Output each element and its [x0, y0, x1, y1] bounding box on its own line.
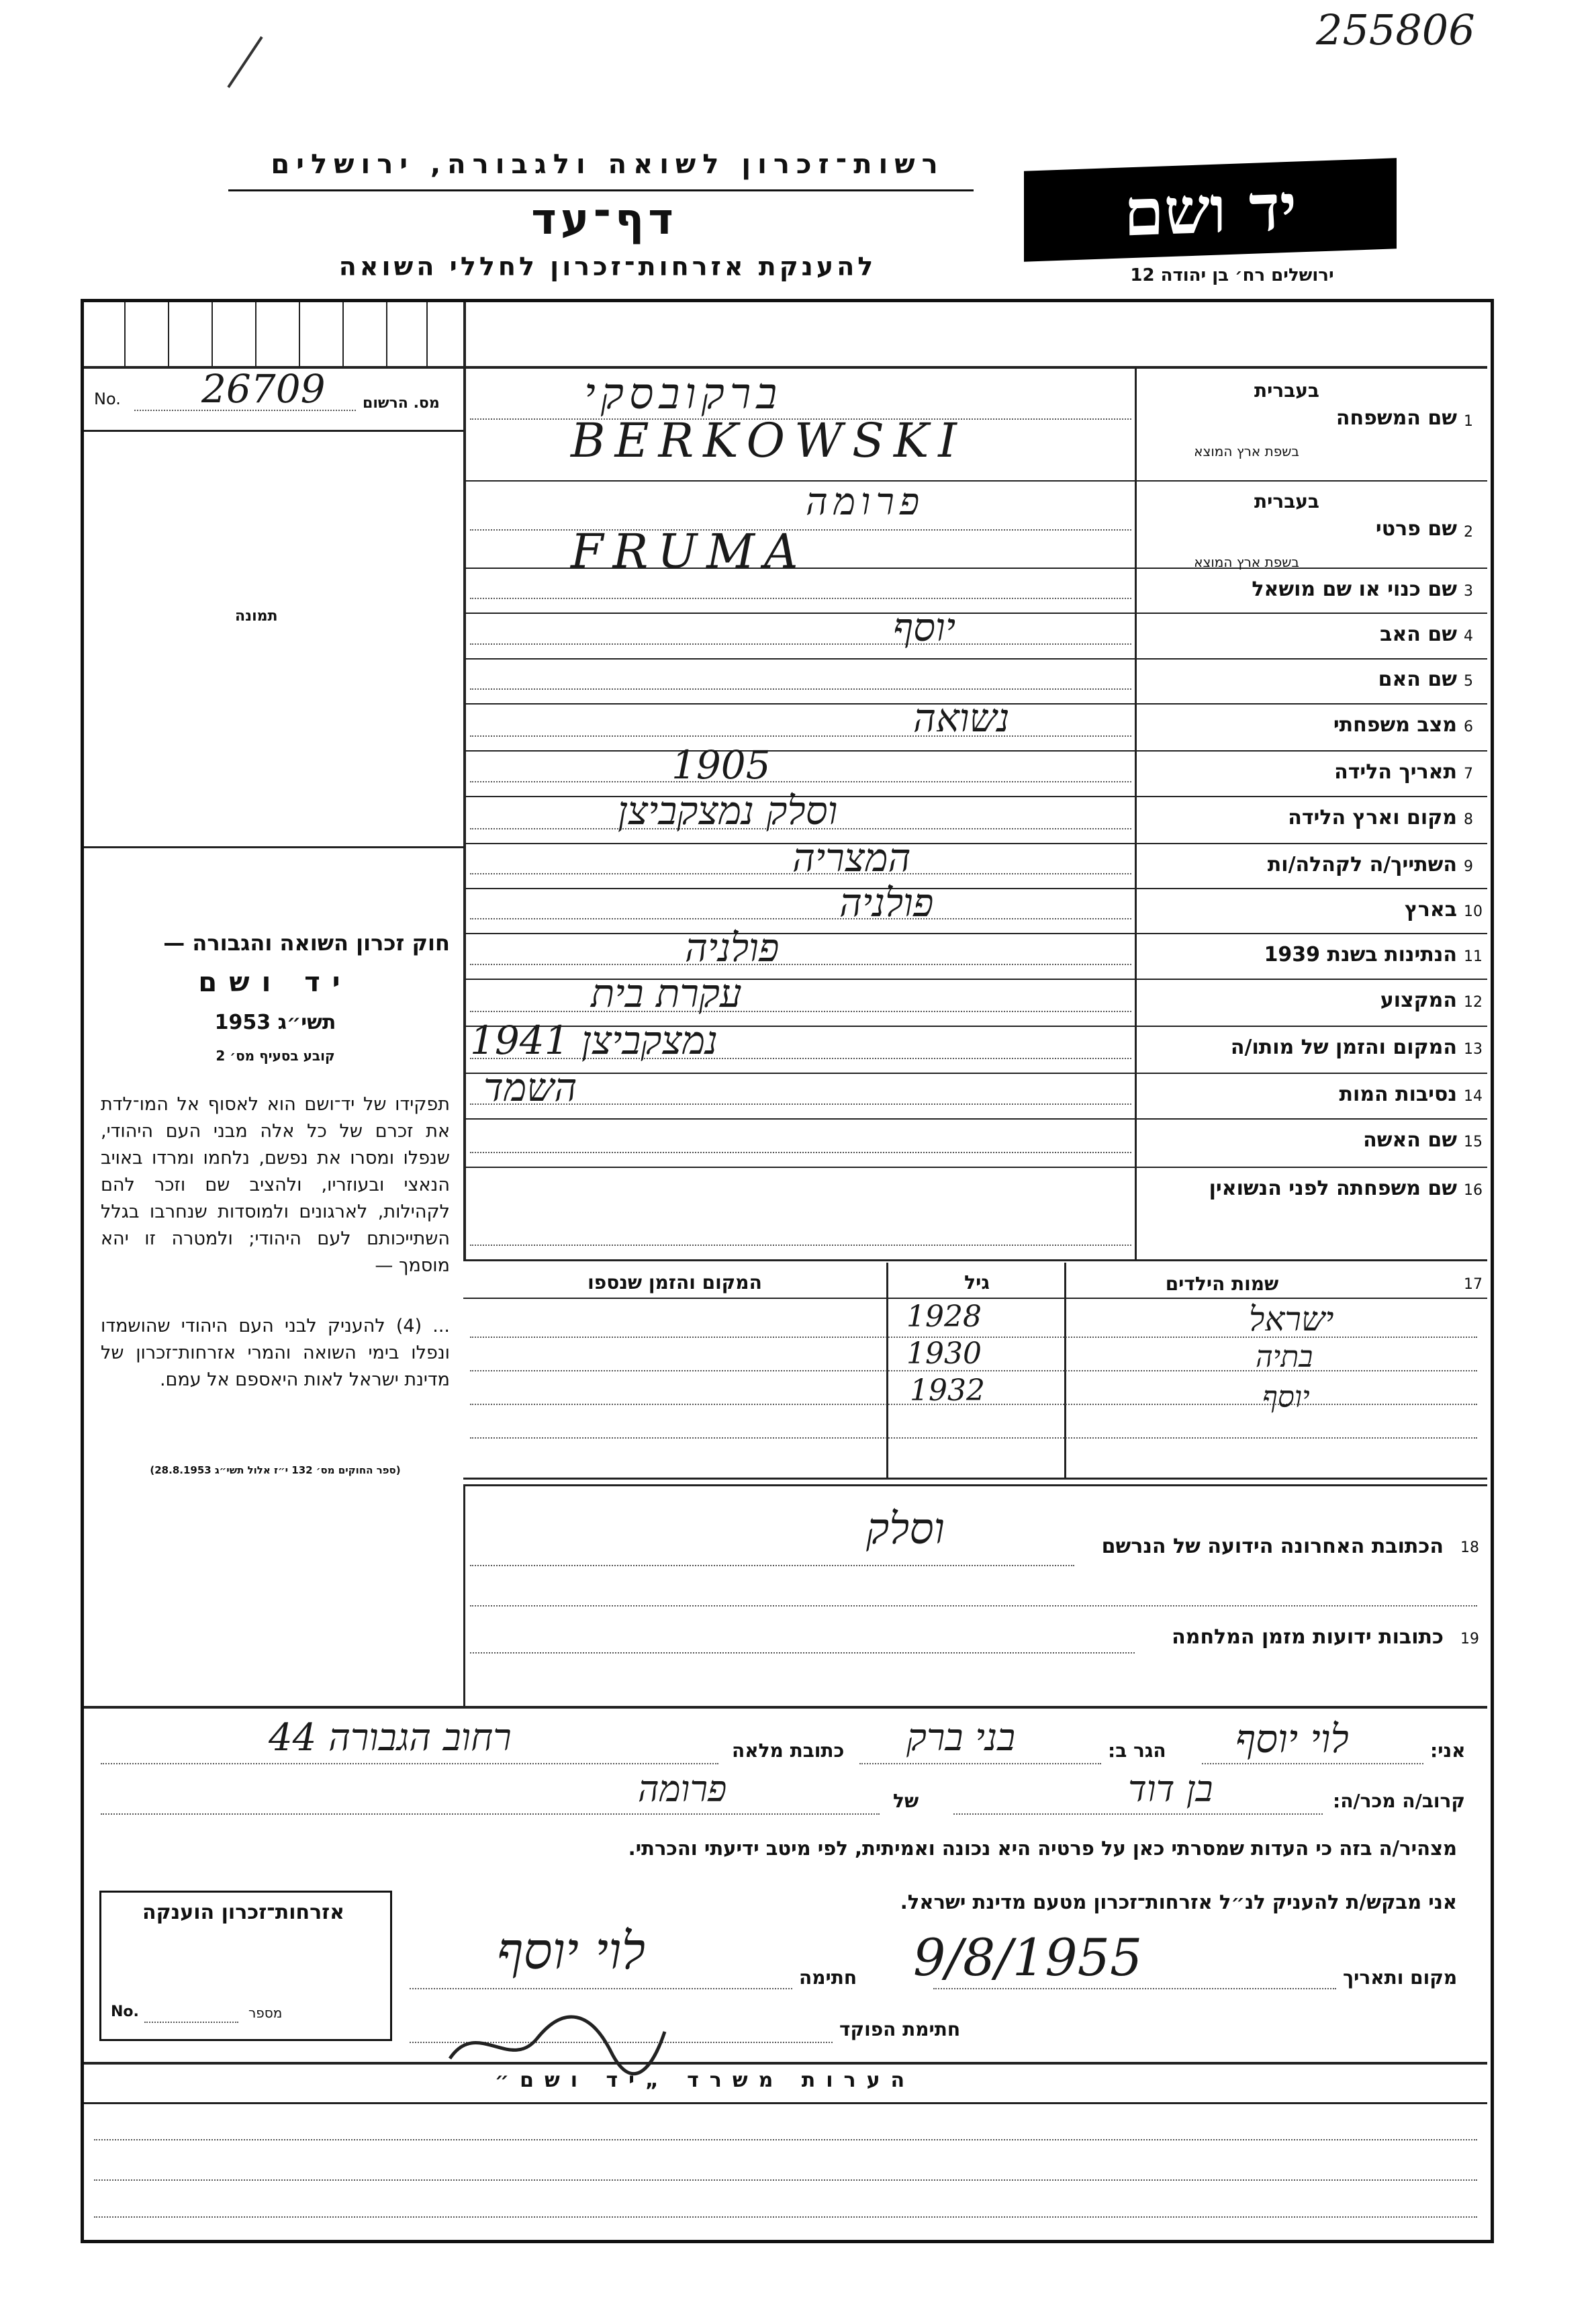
relation-label: קרוב/ה מכר/ה:	[1333, 1790, 1466, 1812]
law-section: קובע בסעיף מס׳ 2	[216, 1048, 335, 1064]
signature-label: חתימה	[799, 1967, 857, 1989]
of-value: פרומה	[638, 1768, 727, 1810]
field-value-4: יוסף	[893, 604, 956, 650]
logo-text: יד ושם	[1123, 169, 1297, 251]
resident-label: הגר ב:	[1108, 1739, 1166, 1762]
field-label-7: תאריך הלידה	[1334, 760, 1457, 784]
field-num-14: 14	[1464, 1088, 1483, 1105]
yad-vashem-logo	[1024, 158, 1397, 261]
logo-address: ירושלים רח׳ בן יהודה 12	[1130, 265, 1334, 285]
children-age-header: גיל	[964, 1271, 990, 1294]
last-address-label: הכתובת האחרונה הידועה של הנרשם	[1101, 1535, 1444, 1558]
field-value-6: נשואה	[913, 695, 1010, 741]
law-heading: חוק זכרון השואה והגבורה —	[163, 930, 450, 956]
field-label-10: בארץ	[1404, 898, 1457, 921]
field-value-11: פולניה	[685, 925, 780, 970]
full-address-label: כתובת מלאה	[732, 1739, 845, 1762]
child-name-1: ישראל	[1249, 1300, 1334, 1339]
declarant-signature: לוי יוסף	[497, 1921, 646, 1981]
last-address-value: וסלק	[866, 1504, 945, 1554]
field-num-10: 10	[1464, 903, 1483, 920]
grant-box-number-label: מספר	[248, 2005, 283, 2021]
field-label-4: שם האב	[1380, 623, 1457, 646]
field-value-12: עקרת בית	[591, 970, 742, 1016]
pen-mark	[222, 27, 275, 94]
field-sub-hebrew-2: בעברית	[1254, 490, 1319, 512]
field-num-1: 1	[1464, 413, 1473, 430]
photo-label: תמונה	[235, 608, 278, 625]
field-label-12: המקצוע	[1380, 989, 1457, 1012]
field-label-16: שם משפחתה לפני הנשואין	[1209, 1177, 1457, 1200]
law-year: תשי״ג 1953	[214, 1011, 336, 1034]
registration-no-label: No.	[94, 390, 121, 408]
field-value-hebrew-2: פרומה	[806, 480, 925, 524]
child-name-2: בתיה	[1256, 1340, 1313, 1374]
field-value-origin-2: FRUMA	[571, 524, 808, 579]
grant-box-title: אזרחות־זכרון הוענקה	[142, 1901, 345, 1924]
field-num-12: 12	[1464, 994, 1483, 1011]
field-label-8: מקום וארץ הלידה	[1288, 806, 1457, 829]
children-num: 17	[1464, 1276, 1483, 1293]
field-num-15: 15	[1464, 1134, 1483, 1150]
field-num-6: 6	[1464, 719, 1473, 735]
form-title: דף־עד	[531, 195, 677, 244]
field-label-9: השתייך/ה לקהלה/ות	[1267, 853, 1457, 876]
child-age-3: 1932	[910, 1373, 985, 1408]
field-sub-hebrew-1: בעברית	[1254, 379, 1319, 402]
declarant-name: לוי יוסף	[1235, 1716, 1349, 1762]
request-text: אני מבקש/ת להעניק לנ״ל אזרחות־זכרון מטעם מדינת ישראל.	[900, 1891, 1457, 1913]
children-place-header: המקום והזמן שנספו	[588, 1271, 762, 1294]
place-date-value: 9/8/1955	[913, 1928, 1143, 1987]
field-value-13: נמצקביצן 1941	[470, 1018, 718, 1063]
child-name-3: יוסף	[1262, 1380, 1310, 1414]
field-label-6: מצב משפחתי	[1333, 713, 1457, 737]
full-address-value: רחוב הגבורה 44	[269, 1716, 512, 1760]
resident-value: בני ברק	[906, 1716, 1016, 1760]
field-num-4: 4	[1464, 628, 1473, 645]
field-num-11: 11	[1464, 948, 1483, 965]
archive-number: 255806	[1316, 5, 1475, 54]
declaration-text: מצהיר/ה בזה כי העדות שמסרתי כאן על פרטיה היא נכונה ואמיתית, לפי מיטב ידיעתי והכרתי.	[628, 1837, 1457, 1860]
authority-heading: רשות־זכרון לשואה ולגבורה, ירושלים	[271, 149, 945, 180]
field-value-8: וסלק נמצקביצן	[618, 788, 838, 833]
field-value-9: המצריה	[792, 835, 911, 880]
registration-label: מס. הרשום	[363, 395, 440, 412]
war-address-num: 19	[1460, 1631, 1479, 1647]
relation-value: בן דוד	[1128, 1768, 1213, 1810]
field-value-hebrew-1: ברקובסקי	[584, 369, 783, 419]
field-label-15: שם האשה	[1363, 1128, 1457, 1152]
of-label: של	[893, 1790, 919, 1812]
child-age-1: 1928	[906, 1300, 982, 1334]
war-address-label: כתובות ידועות מזמן המלחמה	[1172, 1625, 1444, 1649]
office-notes-label: הערות משרד „יד ושם״	[494, 2069, 916, 2092]
grant-box-no: No.	[111, 2003, 139, 2020]
field-label-5: שם האם	[1378, 668, 1457, 691]
field-sub-origin-1: בשפת ארץ המוצא	[1194, 443, 1299, 459]
field-num-13: 13	[1464, 1041, 1483, 1058]
field-value-origin-1: BERKOWSKI	[571, 413, 966, 468]
field-label-11: הנתינות בשנת 1939	[1264, 943, 1457, 966]
field-num-8: 8	[1464, 811, 1473, 828]
law-citation: (ספר החוקים מס׳ 132 י״ז אלול תשי״ג 28.8.1953)	[150, 1464, 401, 1476]
place-date-label: מקום ותאריך	[1343, 1967, 1458, 1989]
children-names-header: שמות הילדים	[1165, 1273, 1279, 1295]
registration-number: 26709	[201, 366, 326, 412]
officer-signature-label: חתימת הפוקד	[839, 2018, 961, 2040]
child-age-2: 1930	[906, 1337, 982, 1371]
field-num-5: 5	[1464, 673, 1473, 690]
field-label-13: המקום והזמן של מותו/ה	[1230, 1036, 1457, 1059]
field-num-3: 3	[1464, 583, 1473, 600]
law-org: יד ושם	[198, 967, 353, 998]
law-paragraph-1: תפקידו של יד־ושם הוא לאסוף אל המו־לדת את זכרם של כל אלה מבני העם היהודי, שנפלו ומסרו את נפשם, נלחמו ומרדו באויב הנאצי ובעוזריו, ולהציב שם וזכר להם לקהילות, לארגונים ולמוסדות שנחרבו בגלל השתייכותם לעם היהודי; ולמטרה זו יהא מוסמך —	[101, 1094, 450, 1276]
field-label-2: שם פרטי	[1375, 517, 1457, 541]
field-label-3: שם כנוי או שם מושאל	[1252, 578, 1457, 601]
last-address-num: 18	[1460, 1539, 1479, 1556]
form-subtitle: להענקת אזרחות־זכרון לחללי השואה	[338, 252, 877, 281]
field-num-2: 2	[1464, 524, 1473, 541]
authority-underline	[228, 189, 974, 191]
field-value-14: השמד	[483, 1065, 577, 1110]
field-num-7: 7	[1464, 766, 1473, 782]
field-num-16: 16	[1464, 1182, 1483, 1199]
field-num-9: 9	[1464, 858, 1473, 875]
field-sub-origin-2: בשפת ארץ המוצא	[1194, 554, 1299, 570]
law-paragraph-2: ... (4) להעניק לבני העם היהודי שהושמדו ונפלו בימי השואה והמרי אזרחות־זכרון של מדינת ישראל לאות היאספם אל עמם.	[101, 1316, 450, 1390]
field-value-10: פולניה	[839, 880, 934, 925]
declarant-i-label: אני:	[1430, 1739, 1466, 1762]
field-value-7: 1905	[671, 742, 771, 788]
field-label-1: שם המשפחה	[1335, 406, 1457, 430]
field-label-14: נסיבות המות	[1339, 1083, 1457, 1106]
